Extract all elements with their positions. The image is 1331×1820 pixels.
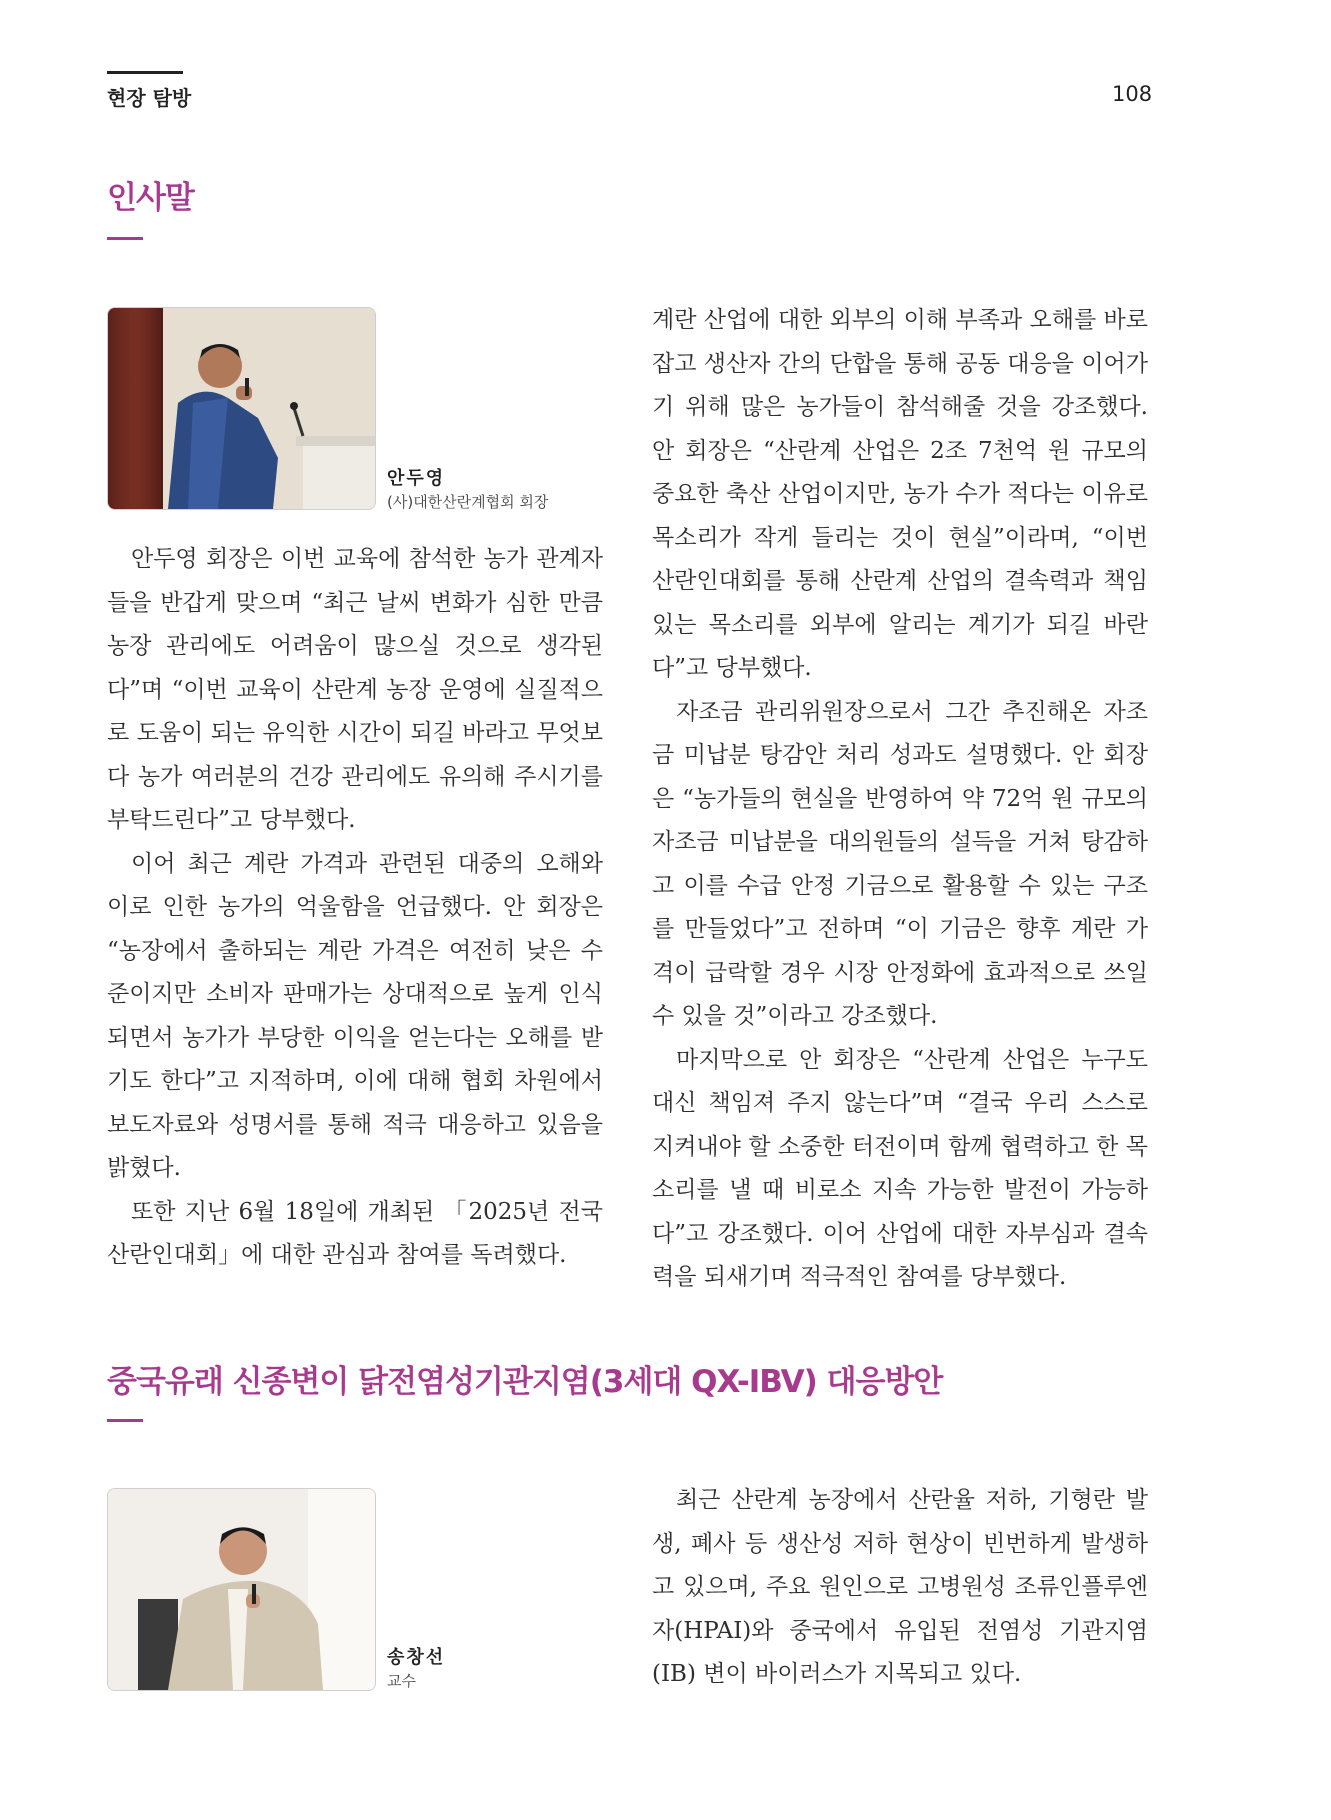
header-rule	[107, 71, 183, 74]
section-label: 현장 탐방	[107, 86, 192, 110]
speaker-name: 송창선	[387, 1647, 446, 1668]
section-title-qx-ibv: 중국유래 신종변이 닭전염성기관지염(3세대 QX-IBV) 대응방안	[107, 1364, 943, 1400]
paragraph: 최근 산란계 농장에서 산란율 저하, 기형란 발생, 폐사 등 생산성 저하 현상이 빈번하게 발생하고 있으며, 주요 원인으로 고병원성 조류인플루엔자(HPAI)와 중국에서 유입된 전염성 기관지염(IB) 변이 바이러스가 지목되고 있다.	[652, 1487, 1148, 1687]
paragraph: 이어 최근 계란 가격과 관련된 대중의 오해와 이로 인한 농가의 억울함을 언급했다. 안 회장은 “농장에서 출하되는 계란 가격은 여전히 낮은 수준이지만 소비자 판매가는 상대적으로 높게 인식되면서 농가가 부당한 이익을 얻는다는 오해를 받기도 한다”고 지적하며, 이에 대해 협회 차원에서 보도자료와 성명서를 통해 적극 대응하고 있음을 밝혔다.	[107, 850, 603, 1181]
paragraph: 계란 산업에 대한 외부의 이해 부족과 오해를 바로잡고 생산자 간의 단합을 통해 공동 대응을 이어가기 위해 많은 농가들이 참석해줄 것을 강조했다. 안 회장은 “산란계 산업은 2조 7천억 원 규모의 중요한 축산 산업이지만, 농가 수가 적다는 이유로 목소리가 작게 들리는 것이 현실”이라며, “이번 산란인대회를 통해 산란계 산업의 결속력과 책임 있는 목소리를 외부에 알리는 계기가 되길 바란다”고 당부했다.	[652, 307, 1148, 681]
paragraph: 자조금 관리위원장으로서 그간 추진해온 자조금 미납분 탕감안 처리 성과도 설명했다. 안 회장은 “농가들의 현실을 반영하여 약 72억 원 규모의 자조금 미납분을 대의원들의 설득을 거쳐 탕감하고 이를 수급 안정 기금으로 활용할 수 있는 구조를 만들었다”고 전하며 “이 기금은 향후 계란 가격이 급락할 경우 시장 안정화에 효과적으로 쓰일 수 있을 것”이라고 강조했다.	[652, 698, 1148, 1029]
photo-speaker-an	[107, 307, 376, 510]
body-column-right	[652, 299, 1148, 1300]
title-underline	[107, 1419, 143, 1422]
paragraph: 또한 지난 6월 18일에 개최된 「2025년 전국 산란인대회」에 대한 관심과 참여를 독려했다.	[107, 1198, 603, 1268]
body-column-left	[107, 538, 603, 1278]
speaker-role: (사)대한산란계협회 회장	[387, 493, 549, 511]
paragraph: 마지막으로 안 회장은 “산란계 산업은 누구도 대신 책임져 주지 않는다”며 “결국 우리 스스로 지켜내야 할 소중한 터전이며 함께 협력하고 한 목소리를 낼 때 비로소 지속 가능한 발전이 가능하다”고 강조했다. 이어 산업에 대한 자부심과 결속력을 되새기며 적극적인 참여를 당부했다.	[652, 1046, 1148, 1290]
section-title-greeting: 인사말	[107, 180, 194, 216]
speaker-role: 교수	[387, 1672, 416, 1690]
body-column-right-2	[652, 1479, 1148, 1697]
title-underline	[107, 237, 143, 240]
page-number: 108	[1112, 82, 1153, 106]
photo-speaker-song	[107, 1488, 376, 1691]
paragraph: 안두영 회장은 이번 교육에 참석한 농가 관계자들을 반갑게 맞으며 “최근 날씨 변화가 심한 만큼 농장 관리에도 어려움이 많으실 것으로 생각된다”며 “이번 교육이 산란계 농장 운영에 실질적으로 도움이 되는 유익한 시간이 되길 바라고 무엇보다 농가 여러분의 건강 관리에도 유의해 주시기를 부탁드린다”고 당부했다.	[107, 546, 603, 833]
speaker-name: 안두영	[387, 468, 446, 489]
